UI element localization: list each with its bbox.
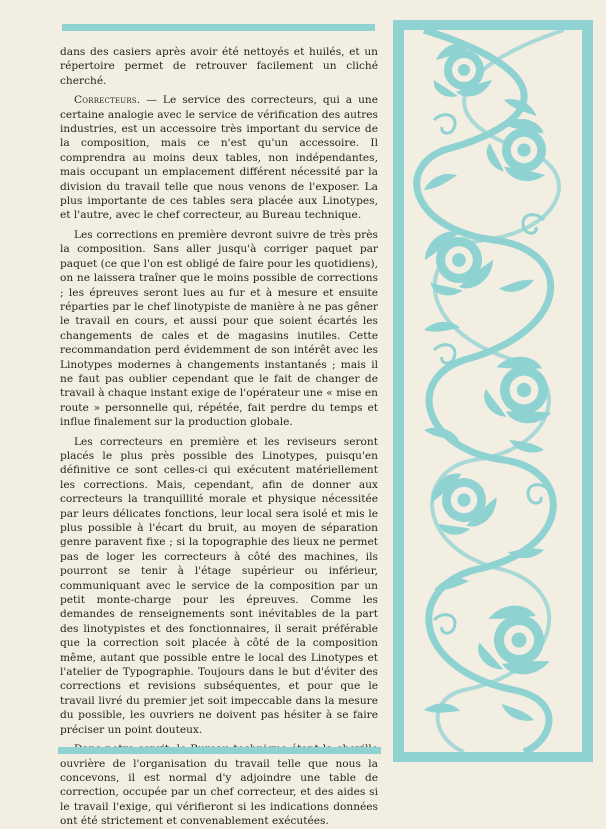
section-title: Correcteurs.: [74, 94, 141, 107]
paragraph-1-body: — Le service des correcteurs, qui a une certaine analogie avec le service de vérification des autres industries, est un accessoire très important du service de la composition, mais ce n'est qu'un accessoire. Il comprendra au moins deux tables, non indépendantes, mais occupant un emplacement différent nécessité par la division du travail telle que nous venons de l'exposer. La plus importante de ces tables sera placée aux Linotypes, et l'autre, avec le chef correcteur, au Bureau technique.: [60, 94, 378, 222]
paragraph-4: ouvrière de l'organisation du travail telle que nous la concevons, il est normal d'y adjoindre une table de correction, occupée par un chef correcteur, et des aides si le travail l'exige, qui vérifieront si les indications données ont été strictement et convenablement exécutées.: [60, 757, 378, 828]
paragraph-3: Les correcteurs en première et les reviseurs seront placés le plus près possible des Linotypes, puisqu'en définitive ce sont celles-ci qui exécutent matériellement les corrections. Mais, cependant, afin de donner aux correcteurs la tranquillité morale et physique nécessitée par leurs délicates fonctions, leur local sera isolé et mis le plus possible à l'écart du bruit, au moyen de séparation genre paravent fixe ; si la topographie des lieux ne permet pas de loger les correcteurs à côté des machines, ils pourront se tenir à l'étage supérieur ou inférieur, communiquant avec le service de la composition par un petit monte-charge pour les épreuves. Comme les demandes de renseignements sont inévitables de la part des linotypistes et des fonctionnaires, il serait préférable que la correction soit placée à côté de la composition même, autant que possible entre le local des Linotypes et l'atelier de Typographie. Toujours dans le but d'éviter des corrections et revisions subséquentes, et pour que le travail livré du premier jet soit impeccable dans la mesure du possible, les ouvriers ne doivent pas hésiter à se faire préciser un point douteux.: [60, 435, 378, 736]
bottom-rule: [58, 747, 381, 754]
top-rule: [62, 24, 375, 31]
floral-scroll-ornament-icon: [404, 30, 582, 752]
article-text: [60, 45, 378, 829]
paragraph-1: [60, 93, 378, 223]
paragraph-2: Les corrections en première devront suivre de très près la composition. Sans aller jusqu'à corriger paquet par paquet (ce que l'on est obligé de faire pour les quotidiens), on ne laissera traîner que le moins possible de corrections ; les épreuves seront lues au fur et à mesure et ensuite réparties par le chef linotypiste de manière à ne pas gêner le travail en cours, et aussi pour que soient écartés les changements de cales et de magasins inutiles. Cette recommandation perd évidemment de son intérêt avec les Linotypes modernes à changements instantanés ; mais il ne faut pas oublier cependant que le fait de changer de travail à chaque instant exige de l'opérateur une « mise en route » personnelle qui, répétée, fait perdre du temps et influe finalement sur la production globale.: [60, 228, 378, 429]
paragraph-0: dans des casiers après avoir été nettoyés et huilés, et un répertoire permet de retrouver facilement un cliché cherché.: [60, 46, 378, 87]
